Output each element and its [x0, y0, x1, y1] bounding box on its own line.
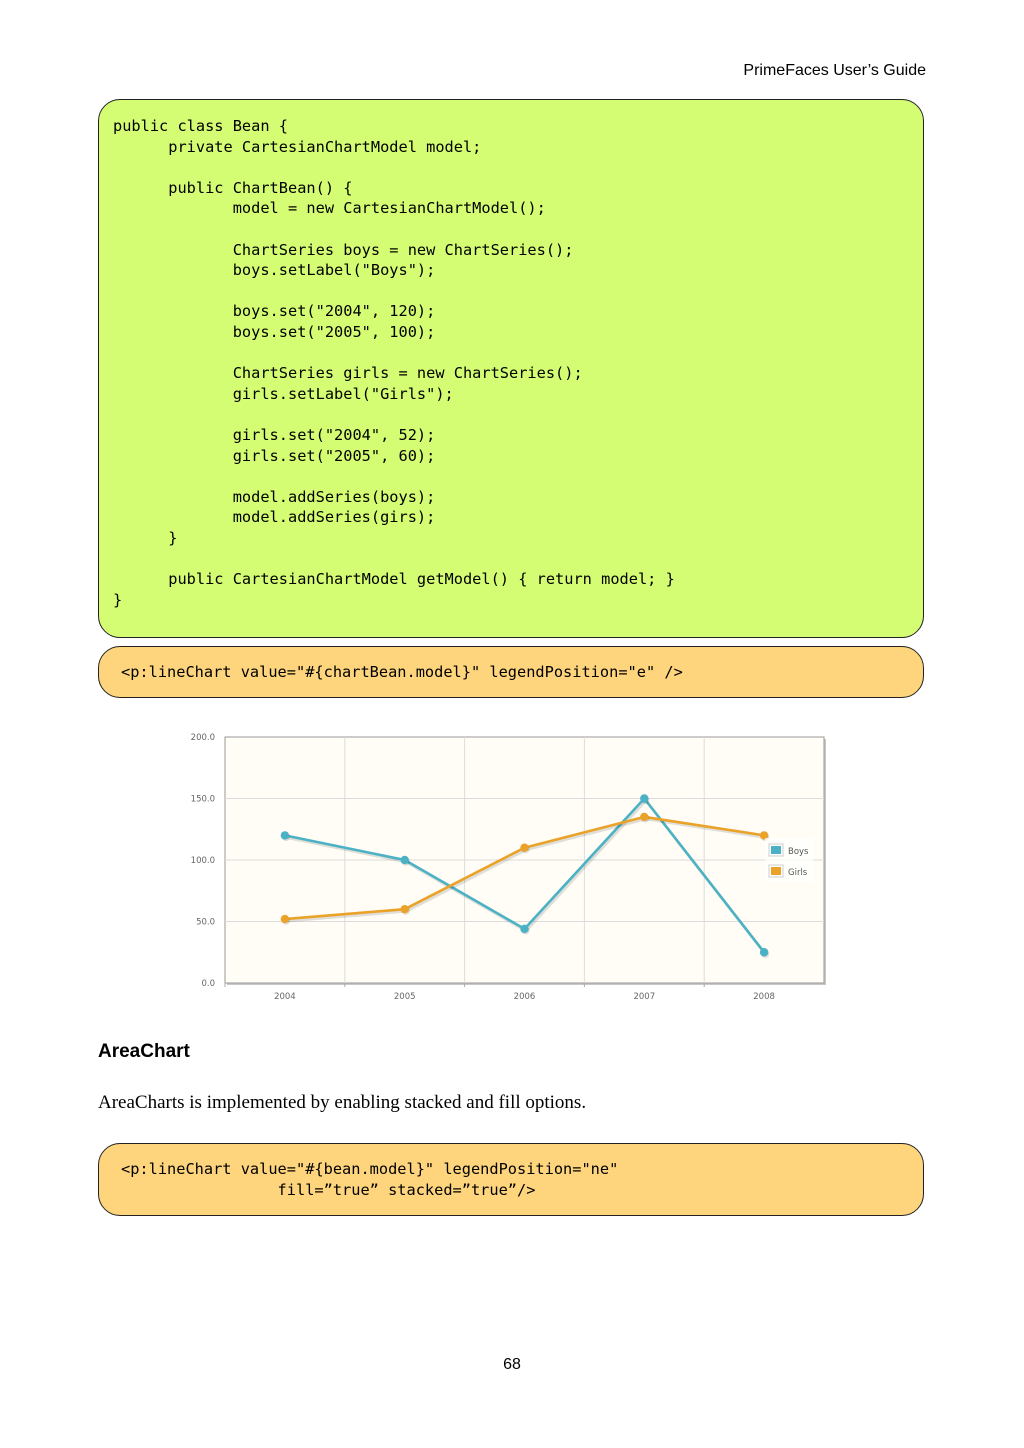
data-point-boys: [640, 794, 648, 802]
code-line: }: [113, 528, 178, 547]
data-point-boys: [760, 948, 768, 956]
legend-swatch: [771, 846, 781, 854]
code-line: boys.setLabel("Boys");: [113, 261, 436, 280]
y-tick-label: 0.0: [201, 979, 215, 989]
x-tick-label: 2007: [633, 992, 656, 1002]
code-line: ChartSeries boys = new ChartSeries();: [113, 240, 574, 259]
code-line: ChartSeries girls = new ChartSeries();: [113, 364, 583, 383]
section-title: AreaChart: [98, 1041, 190, 1062]
code-line: boys.set("2004", 120);: [113, 302, 436, 321]
code-line: public ChartBean() {: [113, 178, 353, 197]
legend-label: Boys: [788, 847, 809, 857]
code-line: model = new CartesianChartModel();: [113, 199, 546, 218]
code-line: girls.set("2004", 52);: [113, 425, 436, 444]
section-paragraph: AreaCharts is implemented by enabling stacked and fill options.: [98, 1092, 587, 1113]
legend-swatch: [771, 867, 781, 875]
x-tick-label: 2004: [274, 992, 296, 1002]
code-line: public CartesianChartModel getModel() { return model; }: [113, 570, 675, 589]
bean-code-block: [98, 99, 924, 638]
data-point-boys: [401, 856, 409, 864]
x-tick-label: 2006: [513, 992, 536, 1002]
bean-code-text: [113, 116, 923, 610]
code-line: girls.set("2005", 60);: [113, 446, 436, 465]
data-point-girls: [281, 915, 289, 923]
code-line: girls.setLabel("Girls");: [113, 384, 454, 403]
y-tick-label: 50.0: [196, 917, 215, 928]
areachart-code-block: [98, 1143, 924, 1216]
data-point-boys: [281, 831, 289, 839]
data-point-girls: [401, 905, 409, 913]
page-number: 68: [503, 1356, 521, 1373]
data-point-girls: [640, 813, 648, 821]
x-tick-label: 2008: [753, 992, 775, 1002]
code-line: model.addSeries(girs);: [113, 508, 436, 527]
legend-label: Girls: [788, 868, 808, 878]
y-tick-label: 200.0: [190, 733, 215, 743]
linechart-code-text: <p:lineChart value="#{chartBean.model}" legendPosition="e" />: [121, 663, 683, 681]
x-tick-label: 2005: [393, 992, 416, 1002]
data-point-girls: [520, 844, 528, 852]
code-line: private CartesianChartModel model;: [113, 137, 482, 156]
line-chart: [185, 724, 845, 1014]
areachart-code-text: <p:lineChart value="#{bean.model}" legendPosition="ne" fill=”true” stacked=”true”/>: [121, 1160, 619, 1199]
data-point-boys: [520, 925, 528, 933]
running-header: PrimeFaces User’s Guide: [743, 62, 926, 79]
code-line: public class Bean {: [113, 117, 288, 135]
code-line: boys.set("2005", 100);: [113, 322, 436, 341]
y-tick-label: 100.0: [190, 856, 215, 866]
y-tick-label: 150.0: [190, 794, 215, 805]
linechart-code-block: [98, 646, 924, 698]
code-line: }: [113, 590, 123, 609]
code-line: model.addSeries(boys);: [113, 487, 436, 506]
